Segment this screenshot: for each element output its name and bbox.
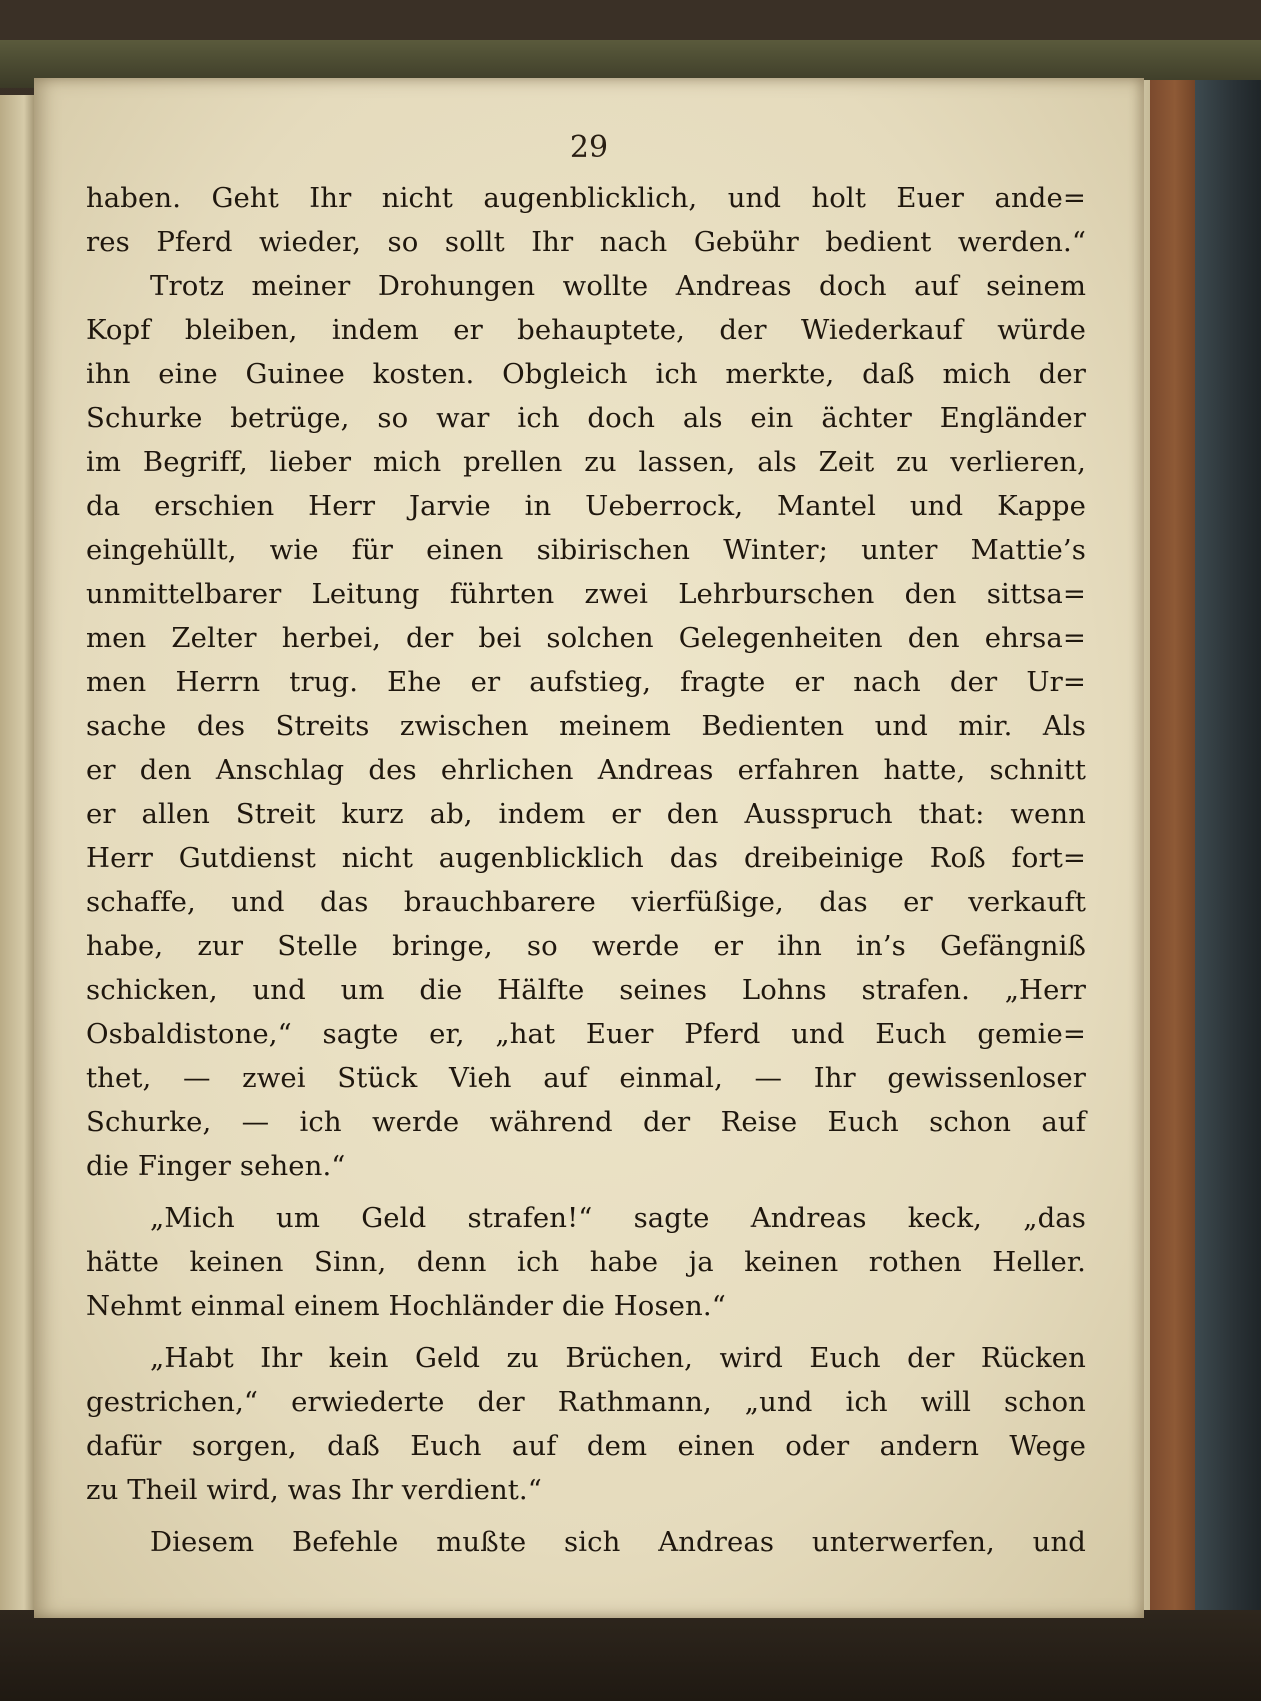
text-line: hätte keinen Sinn, denn ich habe ja keinen rothen Heller. <box>86 1246 1086 1278</box>
text-line: unmittelbarer Leitung führten zwei Lehrburschen den sittsa= <box>86 578 1086 610</box>
text-line: Herr Gutdienst nicht augenblicklich das dreibeinige Roß fort= <box>86 842 1086 874</box>
text-line: sache des Streits zwischen meinem Bedienten und mir. Als <box>86 710 1086 742</box>
text-line: er allen Streit kurz ab, indem er den Ausspruch that: wenn <box>86 798 1086 830</box>
text-line: Diesem Befehle mußte sich Andreas unterwerfen, und <box>150 1526 1086 1558</box>
text-line: er den Anschlag des ehrlichen Andreas erfahren hatte, schnitt <box>86 754 1086 786</box>
text-line: „Mich um Geld strafen!“ sagte Andreas keck, „das <box>150 1202 1086 1234</box>
text-line: Nehmt einmal einem Hochländer die Hosen.“ <box>86 1290 726 1322</box>
text-line: Schurke betrüge, so war ich doch als ein ächter Engländer <box>86 402 1086 434</box>
text-line: res Pferd wieder, so sollt Ihr nach Gebühr bedient werden.“ <box>86 226 1086 258</box>
text-line: thet, — zwei Stück Vieh auf einmal, — Ihr gewissenloser <box>86 1062 1086 1094</box>
text-line: zu Theil wird, was Ihr verdient.“ <box>86 1474 542 1506</box>
text-line: ihn eine Guinee kosten. Obgleich ich merkte, daß mich der <box>86 358 1086 390</box>
text-line: Kopf bleiben, indem er behauptete, der Wiederkauf würde <box>86 314 1086 346</box>
text-line: die Finger sehen.“ <box>86 1150 346 1182</box>
text-line: dafür sorgen, daß Euch auf dem einen oder andern Wege <box>86 1430 1086 1462</box>
text-line: Trotz meiner Drohungen wollte Andreas doch auf seinem <box>150 270 1086 302</box>
binding-bottom <box>0 1610 1261 1701</box>
body-text <box>86 176 1086 1564</box>
text-line: men Zelter herbei, der bei solchen Gelegenheiten den ehrsa= <box>86 622 1086 654</box>
text-line: men Herrn trug. Ehe er aufstieg, fragte er nach der Ur= <box>86 666 1086 698</box>
text-line: da erschien Herr Jarvie in Ueberrock, Mantel und Kappe <box>86 490 1086 522</box>
text-line: „Habt Ihr kein Geld zu Brüchen, wird Euch der Rücken <box>150 1342 1086 1374</box>
page-number: 29 <box>569 130 609 165</box>
text-line: habe, zur Stelle bringe, so werde er ihn in’s Gefängniß <box>86 930 1086 962</box>
book-page <box>34 78 1144 1618</box>
board-cover-edge <box>1195 80 1261 1620</box>
leather-cover-edge <box>1150 80 1200 1620</box>
text-line: eingehüllt, wie für einen sibirischen Winter; unter Mattie’s <box>86 534 1086 566</box>
text-line: gestrichen,“ erwiederte der Rathmann, „und ich will schon <box>86 1386 1086 1418</box>
text-line: schaffe, und das brauchbarere vierfüßige, das er verkauft <box>86 886 1086 918</box>
text-line: Osbaldistone,“ sagte er, „hat Euer Pferd und Euch gemie= <box>86 1018 1086 1050</box>
text-line: haben. Geht Ihr nicht augenblicklich, und holt Euer ande= <box>86 182 1086 214</box>
text-line: im Begriff, lieber mich prellen zu lassen, als Zeit zu verlieren, <box>86 446 1086 478</box>
text-line: Schurke, — ich werde während der Reise Euch schon auf <box>86 1106 1086 1138</box>
text-line: schicken, und um die Hälfte seines Lohns strafen. „Herr <box>86 974 1086 1006</box>
